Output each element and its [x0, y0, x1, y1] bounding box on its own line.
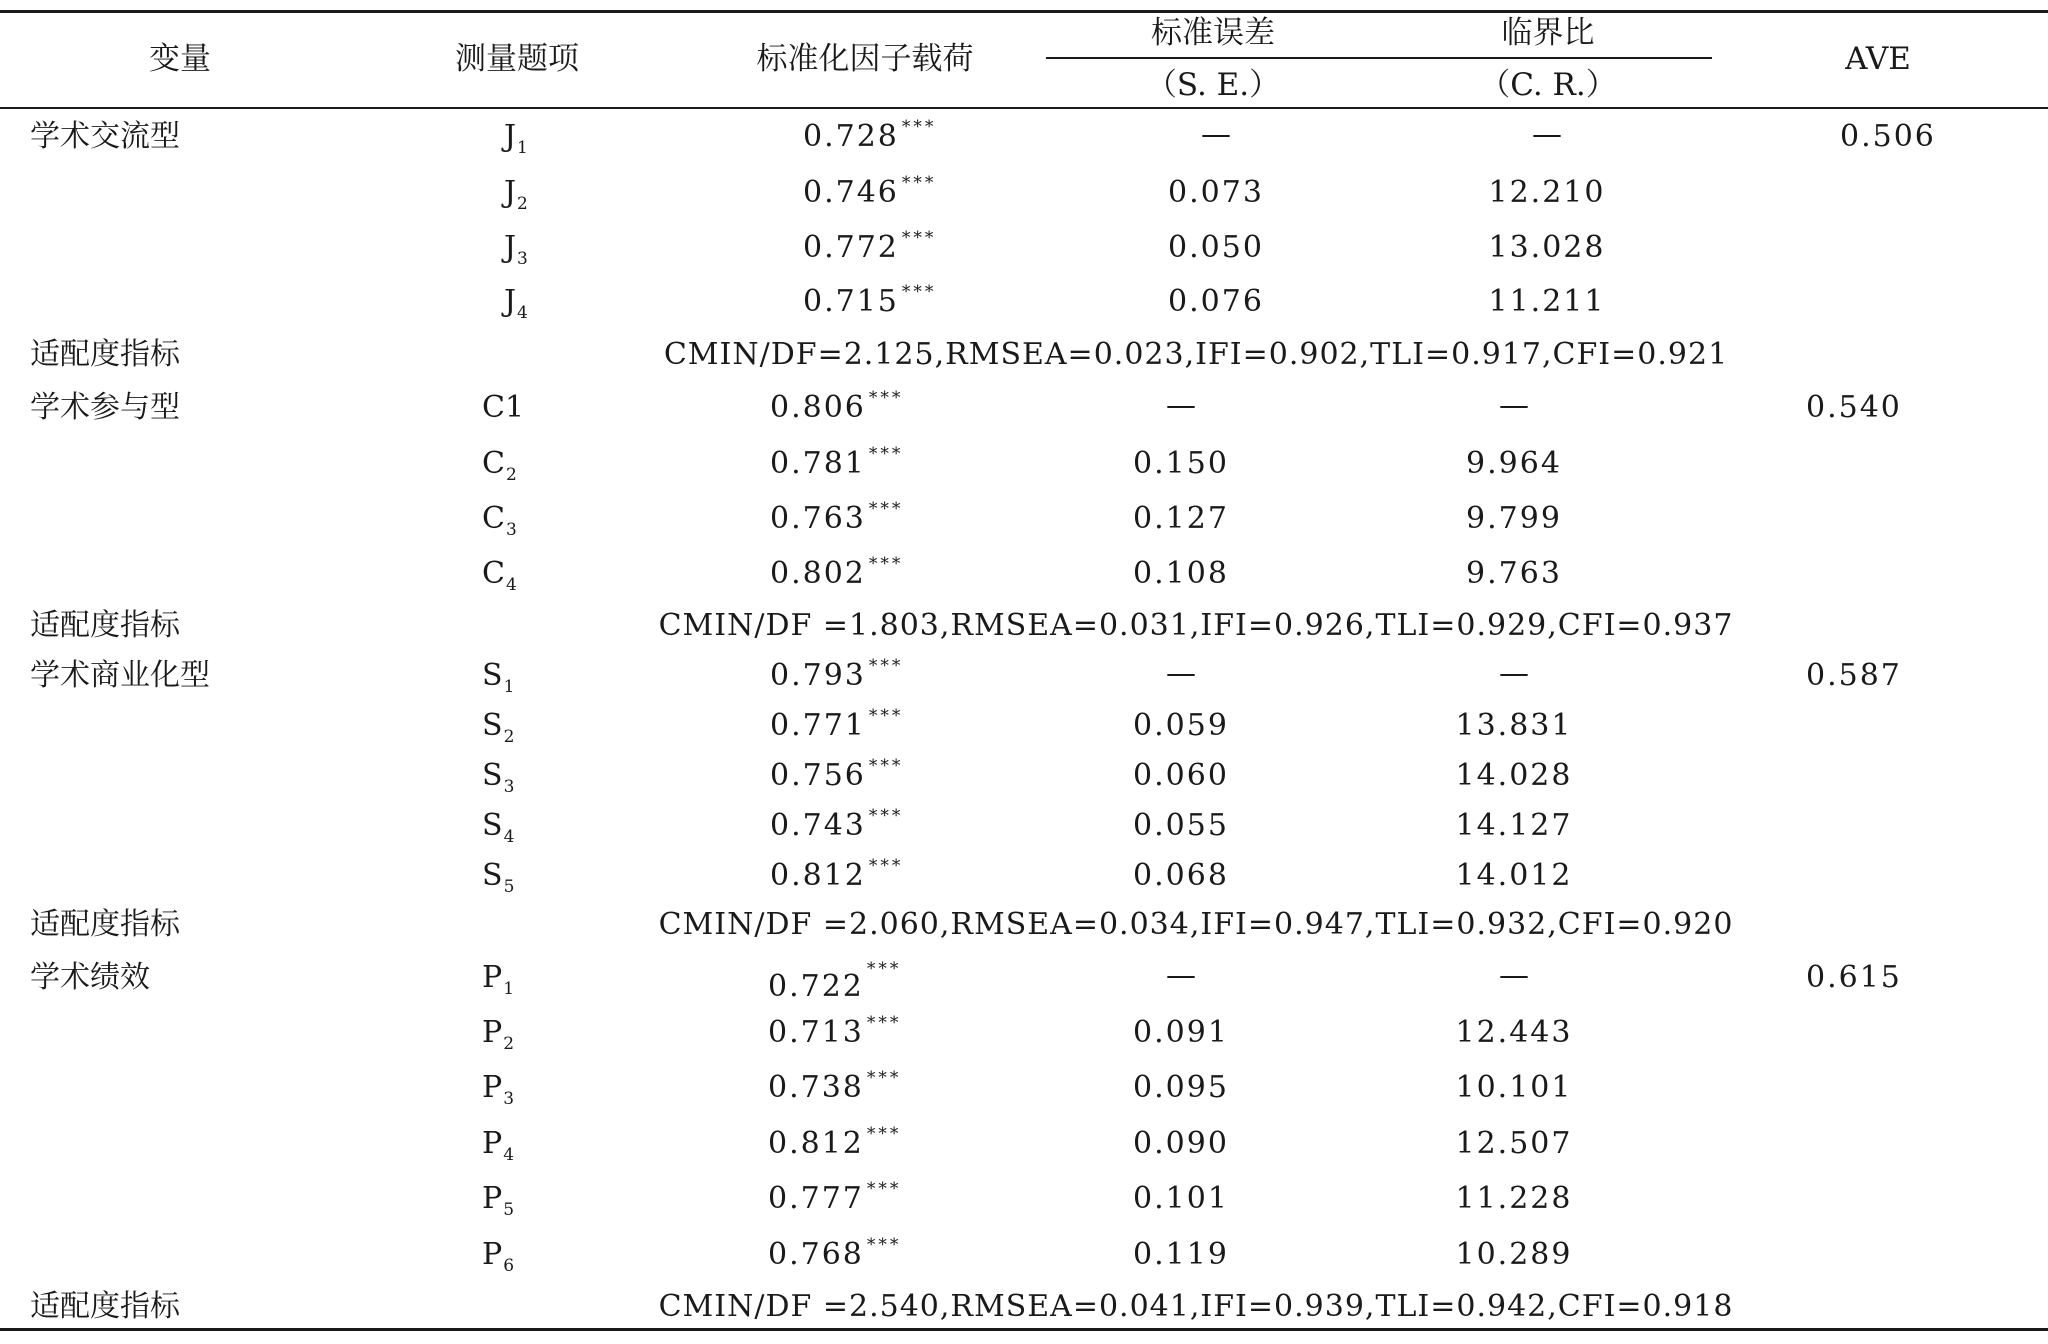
ave-value: 0.587: [1806, 658, 1902, 693]
header-se-top: 标准误差: [1151, 15, 1275, 51]
loading-value: 0.781 ***: [770, 444, 904, 481]
cr-value: 9.763: [1466, 556, 1562, 591]
fit-index-values: CMIN/DF=2.125,RMSEA=0.023,IFI=0.902,TLI=0.917,CFI=0.921: [663, 337, 1729, 372]
loading-value: 0.763 ***: [770, 499, 904, 536]
fit-index-values: CMIN/DF =2.060,RMSEA=0.034,IFI=0.947,TLI=0.932,CFI=0.920: [658, 907, 1734, 942]
table-bottom-rule: [0, 1328, 2048, 1331]
fit-index-values: CMIN/DF =1.803,RMSEA=0.031,IFI=0.926,TLI=0.929,CFI=0.937: [658, 608, 1734, 643]
se-value: 0.068: [1133, 858, 1229, 893]
fit-index-label: 适配度指标: [30, 337, 180, 372]
se-value: 0.073: [1168, 175, 1264, 210]
fit-index-label: 适配度指标: [30, 907, 180, 942]
se-value: 0.127: [1133, 501, 1229, 536]
item-code: $C_2$: [482, 446, 517, 485]
variable-name: 学术参与型: [30, 390, 180, 425]
ave-value: 0.506: [1840, 119, 1936, 154]
se-value: —: [1166, 656, 1196, 691]
fit-index-label: 适配度指标: [30, 1289, 180, 1324]
header-cr-top: 临界比: [1501, 15, 1595, 51]
se-value: 0.055: [1133, 808, 1229, 843]
header-cr-bottom: （C. R.）: [1479, 67, 1617, 103]
item-code: $C_4$: [482, 556, 517, 595]
se-value: 0.090: [1133, 1126, 1229, 1161]
cr-value: 12.507: [1455, 1126, 1573, 1161]
item-code: $P_5$: [482, 1181, 515, 1220]
header-ave: AVE: [1845, 41, 1911, 77]
item-code: $S_5$: [482, 858, 515, 897]
item-code: $J_4$: [504, 284, 528, 323]
header-variable: 变量: [149, 41, 211, 77]
se-value: 0.059: [1133, 708, 1229, 743]
item-code: $S_2$: [482, 708, 515, 747]
cr-value: 9.799: [1466, 501, 1562, 536]
se-value: 0.150: [1133, 446, 1229, 481]
se-value: —: [1201, 117, 1231, 152]
item-code: $S_1$: [482, 658, 515, 697]
cr-value: 10.289: [1455, 1237, 1573, 1272]
cr-value: 14.012: [1455, 858, 1573, 893]
item-code: $P_3$: [482, 1070, 515, 1109]
variable-name: 学术交流型: [30, 119, 180, 154]
loading-value: 0.771 ***: [770, 706, 904, 743]
se-value: 0.060: [1133, 758, 1229, 793]
item-code: $J_1$: [504, 119, 528, 158]
item-code: $P_6$: [482, 1237, 515, 1276]
loading-value: 0.722 ***: [768, 959, 902, 1004]
fit-index-label: 适配度指标: [30, 608, 180, 643]
item-code: C1: [482, 390, 525, 425]
item-code: $J_2$: [504, 175, 528, 214]
se-value: 0.119: [1133, 1237, 1229, 1272]
cr-value: 11.228: [1455, 1181, 1573, 1216]
loading-value: 0.812 ***: [770, 856, 904, 893]
header-loading: 标准化因子载荷: [756, 41, 974, 77]
item-code: $C_3$: [482, 501, 517, 540]
cr-value: 12.210: [1488, 175, 1606, 210]
item-code: $S_4$: [482, 808, 515, 847]
se-value: 0.076: [1168, 284, 1264, 319]
loading-value: 0.812 ***: [768, 1124, 902, 1161]
loading-value: 0.793 ***: [770, 656, 904, 693]
loading-value: 0.746 ***: [803, 173, 937, 210]
loading-value: 0.738 ***: [768, 1068, 902, 1105]
loading-value: 0.713 ***: [768, 1013, 902, 1050]
se-value: 0.108: [1133, 556, 1229, 591]
se-value: —: [1166, 958, 1196, 993]
cr-value: 13.831: [1455, 708, 1573, 743]
item-code: $P_1$: [482, 960, 515, 999]
item-code: $S_3$: [482, 758, 515, 797]
cr-value: 9.964: [1466, 446, 1562, 481]
loading-value: 0.802 ***: [770, 554, 904, 591]
header-item: 测量题项: [455, 41, 579, 77]
item-code: $J_3$: [504, 230, 528, 269]
header-sub-rule: [1046, 57, 1712, 59]
variable-name: 学术商业化型: [30, 658, 210, 693]
cr-value: —: [1499, 958, 1529, 993]
loading-value: 0.772 ***: [803, 228, 937, 265]
loading-value: 0.715 ***: [803, 282, 937, 319]
cr-value: —: [1532, 117, 1562, 152]
header-se-bottom: （S. E.）: [1145, 67, 1281, 103]
fit-index-values: CMIN/DF =2.540,RMSEA=0.041,IFI=0.939,TLI=0.942,CFI=0.918: [658, 1289, 1734, 1324]
se-value: 0.095: [1133, 1070, 1229, 1105]
item-code: $P_2$: [482, 1015, 515, 1054]
loading-value: 0.728 ***: [803, 117, 937, 154]
table-top-rule: [0, 10, 2048, 13]
loading-value: 0.806 ***: [770, 388, 904, 425]
se-value: 0.091: [1133, 1015, 1229, 1050]
loading-value: 0.756 ***: [770, 756, 904, 793]
ave-value: 0.615: [1806, 960, 1902, 995]
cr-value: 11.211: [1488, 284, 1606, 319]
cr-value: 12.443: [1455, 1015, 1573, 1050]
se-value: 0.101: [1133, 1181, 1229, 1216]
variable-name: 学术绩效: [30, 960, 150, 995]
loading-value: 0.743 ***: [770, 806, 904, 843]
item-code: $P_4$: [482, 1126, 515, 1165]
loading-value: 0.777 ***: [768, 1179, 902, 1216]
ave-value: 0.540: [1806, 390, 1902, 425]
loading-value: 0.768 ***: [768, 1235, 902, 1272]
cr-value: —: [1499, 656, 1529, 691]
header-bottom-rule: [0, 107, 2048, 109]
cr-value: —: [1499, 388, 1529, 423]
cr-value: 14.127: [1455, 808, 1573, 843]
se-value: —: [1166, 388, 1196, 423]
cr-value: 10.101: [1455, 1070, 1573, 1105]
cr-value: 13.028: [1488, 230, 1606, 265]
cr-value: 14.028: [1455, 758, 1573, 793]
se-value: 0.050: [1168, 230, 1264, 265]
